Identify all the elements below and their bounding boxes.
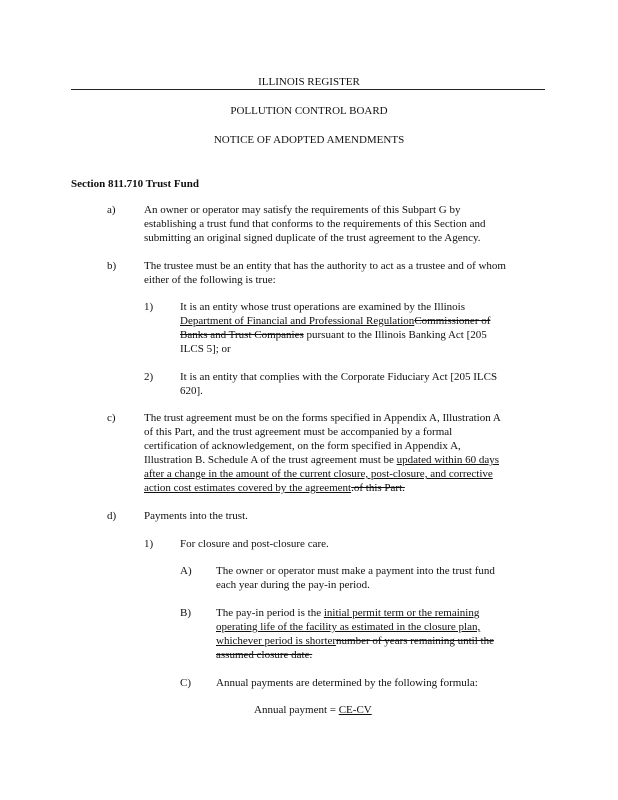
item-b2-line: It is an entity that complies with the Corporate Fiduciary Act [205 ILCS [180, 371, 498, 383]
subsection-c-line: certification of acknowledgement, on the form specified in Appendix A, [144, 440, 461, 452]
section-title: Section 811.710 Trust Fund [71, 178, 199, 190]
item-d1C-label: C) [180, 677, 191, 689]
inserted-text: whichever period is shorter [216, 635, 337, 647]
subsection-c-line [144, 481, 405, 495]
subsection-d-label: d) [107, 510, 117, 522]
item-b1-label: 1) [144, 301, 154, 313]
item-b1-line: ILCS 5]; or [180, 343, 231, 355]
deleted-text: assumed closure date. [216, 649, 313, 661]
register-title: ILLINOIS REGISTER [258, 76, 360, 88]
item-d1B-line: The pay-in period is the initial permit term or the remaining [216, 607, 480, 619]
deleted-text: .of this Part. [351, 482, 405, 494]
header-rule [71, 89, 545, 90]
subsection-a-line: submitting an original signed duplicate of the trust agreement to the Agency. [144, 232, 481, 244]
subsection-c-line: of this Part, and the trust agreement must be accompanied by a formal [144, 426, 453, 438]
subsection-c-line: Illustration B. Schedule A of the trust agreement must be updated within 60 days [144, 454, 500, 466]
inserted-text: action cost estimates covered by the agreement [144, 482, 352, 494]
item-d1-label: 1) [144, 538, 154, 550]
item-d1B-line [216, 634, 494, 648]
item-d1B-label: B) [180, 607, 191, 619]
inserted-text: updated within 60 days [396, 454, 500, 466]
subsection-c-line [144, 467, 493, 481]
agency-title: POLLUTION CONTROL BOARD [230, 105, 388, 117]
subsection-c-label: c) [107, 412, 116, 424]
item-d1B-line [216, 648, 312, 662]
item-d1-text: For closure and post-closure care. [180, 538, 329, 550]
formula-numerator: CE-CV [338, 704, 372, 716]
inserted-text: operating life of the facility as estimated in the closure plan, [216, 621, 481, 633]
subsection-a-label: a) [107, 204, 116, 216]
item-d1C-text: Annual payments are determined by the following formula: [216, 677, 478, 689]
inserted-text: Department of Financial and Professional Regulation [180, 315, 415, 327]
inserted-text: after a change in the amount of the current closure, post-closure, and corrective [144, 468, 493, 480]
inserted-text: initial permit term or the remaining [323, 607, 480, 619]
item-d1A-label: A) [180, 565, 192, 577]
item-d1A-line: each year during the pay-in period. [216, 579, 370, 591]
notice-title: NOTICE OF ADOPTED AMENDMENTS [213, 134, 405, 146]
item-b1-line: Banks and Trust Companies pursuant to the Illinois Banking Act [205 [180, 329, 487, 341]
item-d1B-line [216, 620, 480, 634]
item-b2-label: 2) [144, 371, 154, 383]
item-b1-line [180, 314, 490, 328]
subsection-c-line: The trust agreement must be on the forms specified in Appendix A, Illustration A [144, 412, 501, 424]
item-b1-line: It is an entity whose trust operations are examined by the Illinois [180, 301, 466, 313]
deleted-text: Banks and Trust Companies [180, 329, 304, 341]
subsection-a-line: establishing a trust fund that conforms to the requirements of this Section and [144, 218, 486, 230]
subsection-d-text: Payments into the trust. [144, 510, 248, 522]
formula: Annual payment = CE-CV [254, 704, 372, 716]
item-d1A-line: The owner or operator must make a payment into the trust fund [216, 565, 495, 577]
subsection-a-line: An owner or operator may satisfy the requirements of this Subpart G by [144, 204, 461, 216]
subsection-b-line: either of the following is true: [144, 274, 276, 286]
deleted-text: Commissioner of [414, 315, 491, 327]
item-b2-line: 620]. [180, 385, 203, 397]
subsection-b-label: b) [107, 260, 117, 272]
deleted-text: number of years remaining until the [336, 635, 494, 647]
subsection-b-line: The trustee must be an entity that has the authority to act as a trustee and of whom [144, 260, 506, 272]
